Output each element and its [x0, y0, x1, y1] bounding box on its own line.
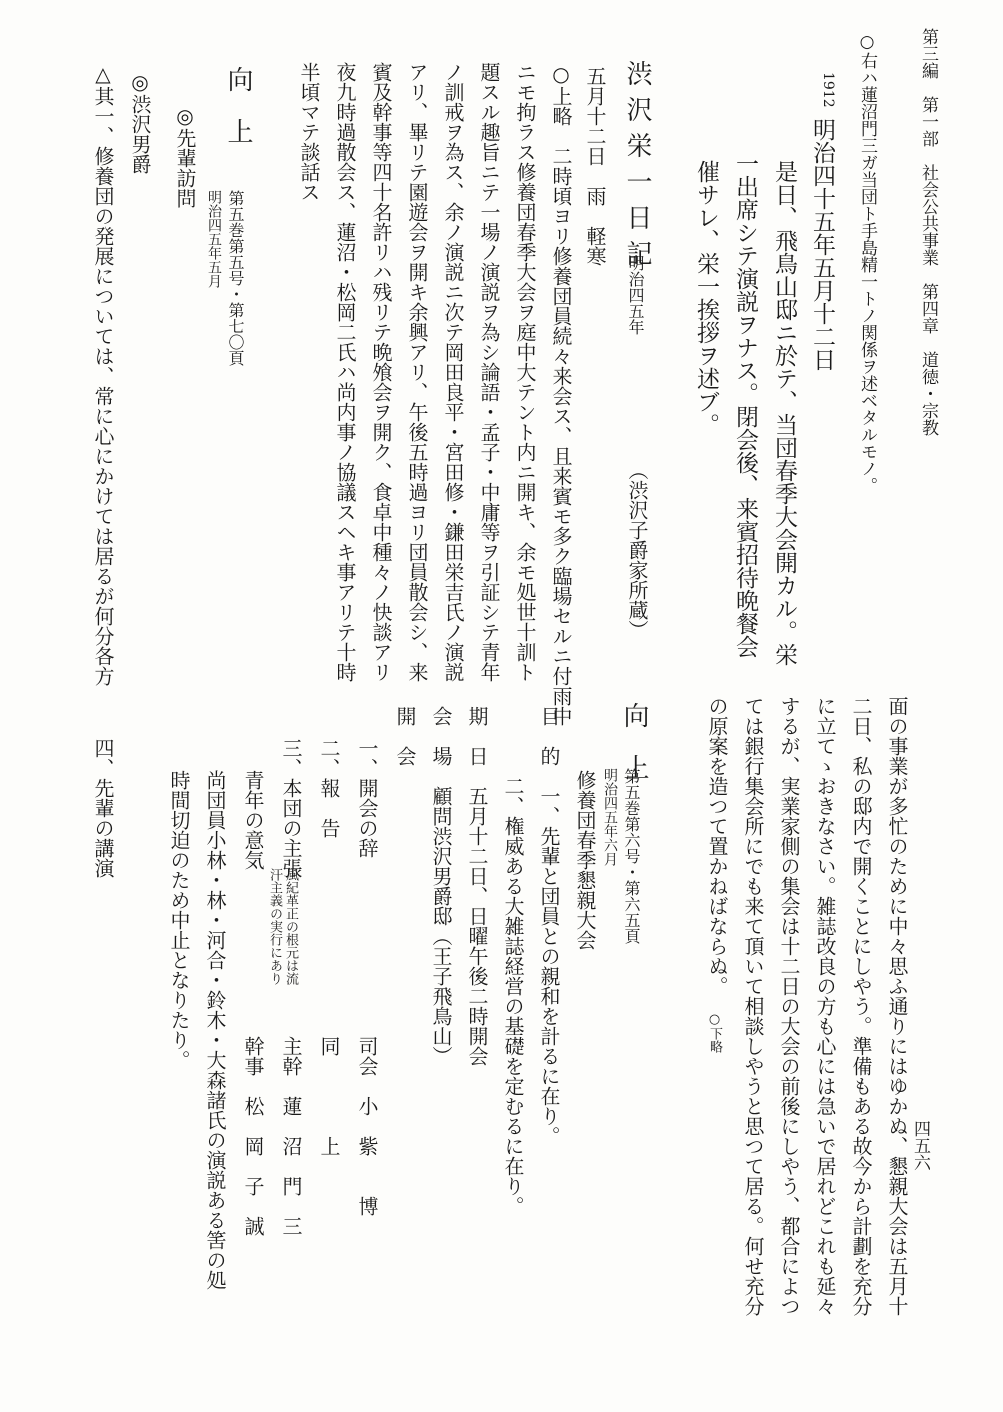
- magazine-title: 向 上: [223, 66, 253, 144]
- running-header: [916, 28, 941, 678]
- event-purpose-1: 目 的 一、先輩と団員との親和を計るに在り。: [537, 706, 561, 1146]
- diary-line-4: ノ訓戒ヲ為ス、余ノ演説ニ次テ岡田良平・宮田修・鎌田栄吉氏ノ演説: [441, 62, 465, 682]
- program-item-4: 四、先輩の講演: [91, 738, 115, 878]
- body-line-3: に立てゝおきなさい。雑誌改良の方も心には急いで居れどこれも延々: [813, 696, 837, 1316]
- section-heading-1: ◎先輩訪問: [173, 104, 197, 208]
- body-line-6: の原案を造つて置かねばならぬ。: [705, 696, 729, 996]
- entry-para-3: 催サレ、栄一挨拶ヲ述ブ。: [693, 160, 719, 436]
- omission-note: ○下略: [707, 1012, 722, 1053]
- program-heading: 開 会: [393, 706, 417, 766]
- cancel-note-2: 時間切迫のため中止となりたり。: [167, 770, 191, 1070]
- diary-line-8: 半頃マテ談話ス: [297, 62, 321, 202]
- diary-line-7: 夜九時過散会ス、蓮沼・松岡二氏ハ尚内事ノ協議スヘキ事アリテ十時: [333, 62, 357, 682]
- year-western: 1912: [820, 72, 836, 108]
- diary-line-1: ○上略 二時頃ヨリ修養団員続々来会ス、且来賓モ多ク臨場セルニ付雨中: [549, 62, 573, 726]
- event-purpose-2: 二、権威ある大雑誌経営の基礎を定むるに在り。: [501, 776, 525, 1216]
- entry-date: 明治四十五年五月十二日: [809, 118, 835, 371]
- program-item-1: 一、開会の辞: [355, 738, 379, 858]
- body-line-1: 面の事業が多忙のために中々思ふ通りにはゆかぬ、懇親大会は五月十: [885, 696, 909, 1316]
- event-date: 期 日 五月十二日、日曜午後二時開会: [465, 706, 489, 1066]
- youth-speech: 青年の意気: [241, 770, 265, 870]
- program-item-3-note-2: 汗主義の実行にあり: [267, 868, 282, 985]
- header-title: 第三編 第一部 社会公共事業 第四章 道徳・宗教: [918, 28, 938, 436]
- body-line-4: するが、実業家側の集会は十二日の大会の前後にしやう、都合によつ: [777, 696, 801, 1316]
- event-venue: 会 場 顧問渋沢男爵邸（王子飛鳥山）: [429, 706, 453, 1066]
- magazine-volume-2: 第五巻第六号・第六五頁: [622, 768, 641, 944]
- program-item-2: 二、報 告: [317, 738, 341, 838]
- entry-para-2: 一出席シテ演説ヲナス。閉会後、来賓招待晩餐会: [732, 152, 758, 658]
- program-item-3-speaker: 主幹 蓮 沼 門 三: [279, 1036, 303, 1236]
- diary-source: （渋沢子爵家所蔵）: [625, 460, 649, 640]
- section-text: △其一、修養団の発展については、常に心にかけては居るが何分各方: [91, 62, 115, 686]
- diary-line-3: 題スル趣旨ニテ一場ノ演説ヲ為シ論語・孟子・中庸等ヲ引証シテ青年: [477, 62, 501, 682]
- diary-title: 渋沢栄一日記: [622, 60, 652, 276]
- diary-year: 明治四五年: [626, 255, 645, 335]
- top-note: ○右ハ蓮沼門三ガ当団ト手島精一トノ関係ヲ述ベタルモノ。: [857, 32, 877, 494]
- program-item-3-note-1: 風紀革正の根元は流: [283, 868, 298, 985]
- entry-para-1: 是日、飛鳥山邸ニ於テ、当団春季大会開カル。栄: [771, 160, 797, 666]
- program-item-2-host: 同 上: [317, 1036, 341, 1156]
- page-number: 四五六: [910, 1120, 930, 1171]
- program-item-3: 三、本団の主張: [279, 738, 303, 878]
- magazine-date: 明治四五年五月: [206, 190, 222, 288]
- event-title: 修養団春季懇親大会: [573, 770, 597, 950]
- cancel-note-1: 尚団員小林・林・河合・鈴木・大森諸氏の演説ある筈の処: [203, 770, 227, 1290]
- diary-line-5: アリ、畢リテ園遊会ヲ開キ余興アリ、午後五時過ヨリ団員散会シ、来: [405, 62, 429, 682]
- body-line-2: 二日、私の邸内で開くことにしやう。準備もある故今から計劃を充分: [849, 696, 873, 1316]
- diary-line-6: 賓及幹事等四十名許リハ残リテ晩飧会ヲ開ク、食卓中種々ノ快談アリ: [369, 62, 393, 682]
- section-heading-2: ◎渋沢男爵: [128, 70, 152, 174]
- program-item-1-host: 司会 小 紫 博: [355, 1036, 379, 1216]
- magazine-volume: 第五巻第五号・第七〇頁: [226, 190, 245, 366]
- body-line-5: ては銀行集会所にでも来て頂いて相談しやうと思つて居る。何せ充分: [741, 696, 765, 1316]
- magazine-date-2: 明治四五年六月: [602, 768, 618, 866]
- diary-day: 五月十二日 雨 軽寒: [583, 66, 607, 266]
- diary-line-2: ニモ拘ラス修養団春季大会ヲ庭中大テント内ニ開キ、余モ処世十訓ト: [513, 62, 537, 682]
- magazine-title-2: 向 上: [619, 702, 649, 780]
- youth-speech-speaker: 幹事 松 岡 子 誠: [241, 1036, 265, 1236]
